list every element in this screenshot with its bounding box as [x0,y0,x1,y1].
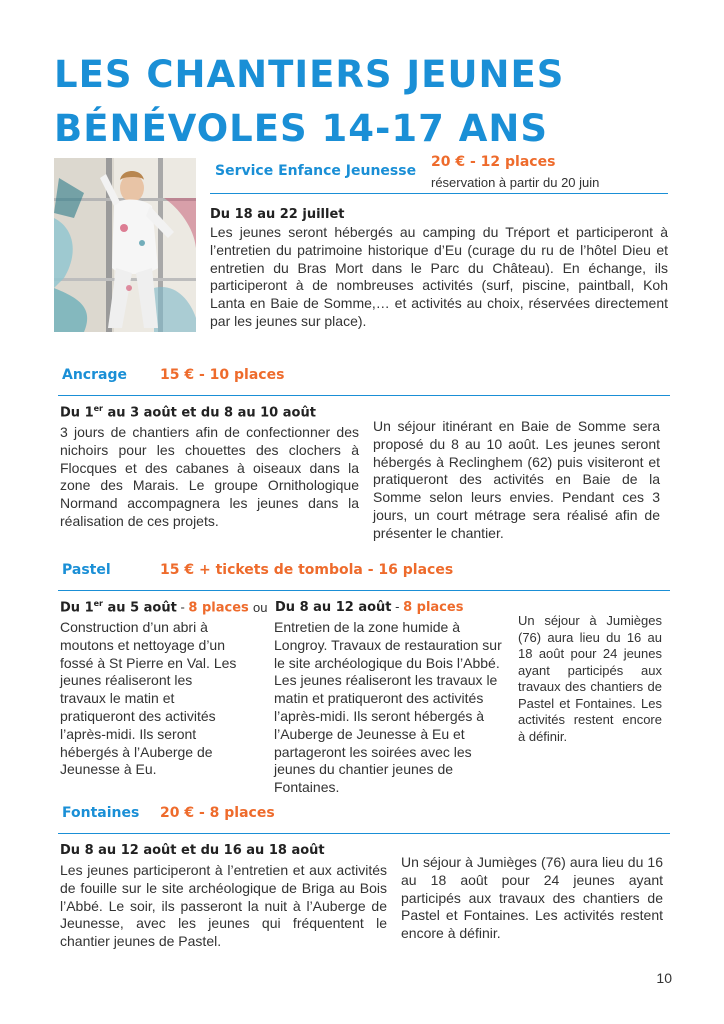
page-number: 10 [656,970,672,986]
service-divider [210,193,668,194]
fontaines-right-text: Un séjour à Jumièges (76) aura lieu du 16 au 18 août pour 24 jeunes ayant participés aux travaux des chantiers de Pastel et Fontaines. Les activités restent encore à définir. [401,854,663,942]
pastel-col1-dates-start: Du 1 [60,600,94,616]
pastel-col2-text: Entretien de la zone humide à Longroy. Travaux de restauration sur le site archéologique du Bois l’Abbé. Les jeunes réaliseront les travaux le matin et pratiqueront des activités l’après-midi. Ils seront hébergés à l’Auberge de Jeunesse à Eu et partageront les soirées avec les jeunes du chantier jeunes de Fontaines. [274,619,502,796]
pastel-col1-sep: - [176,599,189,615]
pastel-col3-text: Un séjour à Jumièges (76) aura lieu du 16 au 18 août pour 24 jeunes ayant participés aux travaux des chantiers de Pastel et Fontaines. Les activités restent encore à définir. [518,613,662,744]
service-price: 20 € - 12 places [431,154,556,170]
fontaines-name: Fontaines [62,805,140,821]
service-reservation: réservation à partir du 20 juin [431,175,600,190]
pastel-col2-places: 8 places [403,600,464,615]
ancrage-dates-end: au 3 août et du 8 au 10 août [103,405,316,421]
page-title-line-1: LES CHANTIERS JEUNES [54,53,565,96]
fontaines-price: 20 € - 8 places [160,805,275,821]
pastel-col2-header [275,599,463,615]
fontaines-left-text: Les jeunes participeront à l’entretien et aux activités de fouille sur le site archéologique de Briga au Bois l’Abbé. Le soir, ils passeront la nuit à l’Auberge de Jeunesse, avec les jeunes qui fréquentent le chantier jeunes de Pastel. [60,862,387,950]
ancrage-right-text: Un séjour itinérant en Baie de Somme sera proposé du 8 au 10 août. Les jeunes seront hébergés à Reclinghem (62) puis visiteront et pratiqueront des activités en Baie de la Somme selon leurs envies. Pendant ces 3 jours, un court métrage sera réalisé afin de présenter le chantier. [373,418,660,541]
pastel-col1-places: 8 places [188,600,249,616]
pastel-name: Pastel [62,562,111,578]
pastel-price: 15 € + tickets de tombola - 16 places [160,562,454,578]
page-title-line-2: BÉNÉVOLES 14-17 ANS [54,107,549,150]
fontaines-dates: Du 8 au 12 août et du 16 au 18 août [60,843,325,858]
pastel-col2-sep: - [391,599,404,614]
ancrage-dates [60,404,316,420]
painting-teen-photo [54,158,196,332]
pastel-col1-dates-end: au 5 août [103,600,177,616]
fontaines-divider [58,833,670,834]
pastel-col1-header [60,599,249,615]
service-dates: Du 18 au 22 juillet [210,207,345,222]
ancrage-price: 15 € - 10 places [160,367,285,383]
ancrage-divider [58,395,670,396]
pastel-col2-dates: Du 8 au 12 août [275,600,392,615]
service-description: Les jeunes seront hébergés au camping du Tréport et participeront à l’entretien du patrimoine historique d’Eu (curage du ru de l’hôtel Dieu et entretien du Bras Mort dans le Parc du Château). En échange, ils participeront à de nombreuses activités (surf, piscine, paintball, Koh Lanta en Baie de Somme,… et activités au choix, réservées directement par les jeunes sur place). [210,224,668,329]
pastel-col1-text: Construction d’un abri à moutons et nettoyage d’un fossé à St Pierre en Val. Les jeunes réaliseront les travaux le matin et pratiqueront des activités l’après-midi. Ils seront hébergés à l’Auberge de Jeunesse à Eu. [60,619,237,778]
ancrage-dates-sup: er [93,404,103,413]
ancrage-dates-start: Du 1 [60,405,94,421]
photo-illustration [54,158,196,332]
ancrage-left-text: 3 jours de chantiers afin de confectionner des nichoirs pour les chouettes des clochers à Flocques et des cabanes à oiseaux dans la zone des Marais. Le groupe Ornithologique Normand accompagnera les jeunes dans la réalisation de ces projets. [60,424,359,529]
service-name: Service Enfance Jeunesse [215,163,417,179]
pastel-or: ou [253,600,268,615]
ancrage-name: Ancrage [62,367,127,383]
pastel-divider [58,590,670,591]
pastel-col1-dates-sup: er [93,599,103,608]
page-title [54,48,564,156]
